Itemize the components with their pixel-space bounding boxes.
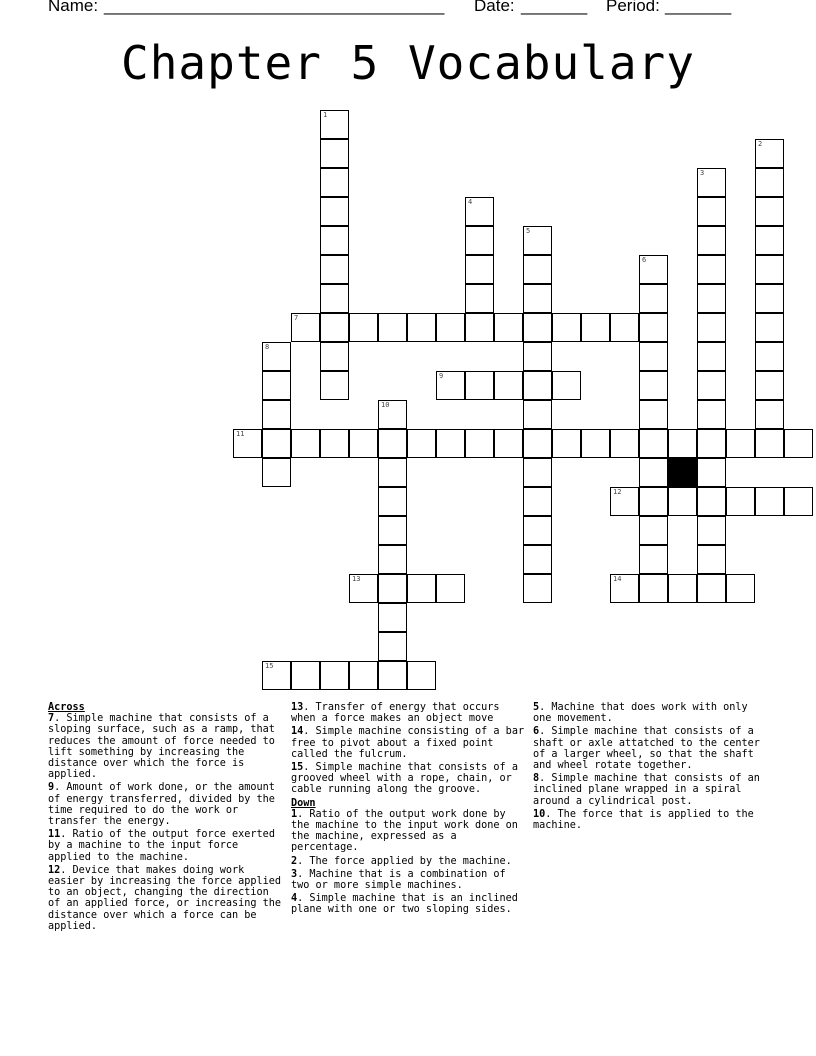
grid-cell[interactable] xyxy=(465,255,494,284)
grid-cell[interactable] xyxy=(639,516,668,545)
down-clue xyxy=(533,773,765,807)
clue-text: . Ratio of the output work done by the machine to the input work done on the machine, expressed as a percentage. xyxy=(291,808,518,854)
grid-cell[interactable] xyxy=(262,429,291,458)
grid-cell[interactable] xyxy=(465,226,494,255)
grid-cell[interactable] xyxy=(639,342,668,371)
clue-number-label: 2 xyxy=(291,855,298,867)
grid-cell[interactable] xyxy=(320,110,349,139)
down-clue xyxy=(533,726,765,771)
grid-cell[interactable] xyxy=(697,487,726,516)
across-clue xyxy=(291,702,527,724)
grid-cell[interactable] xyxy=(697,284,726,313)
grid-cell[interactable] xyxy=(668,574,697,603)
grid-cell[interactable] xyxy=(697,255,726,284)
grid-cell[interactable] xyxy=(523,400,552,429)
grid-cell[interactable] xyxy=(320,661,349,690)
clue-text: . Simple machine that consists of an inclined plane wrapped in a spiral around a cylindrical post. xyxy=(533,773,760,807)
grid-cell[interactable] xyxy=(784,429,813,458)
grid-cell[interactable] xyxy=(320,168,349,197)
grid-cell[interactable] xyxy=(407,313,436,342)
grid-cell[interactable] xyxy=(494,371,523,400)
clue-text: . Ratio of the output force exerted by a machine to the input force applied to the machine. xyxy=(48,829,275,863)
name-label: Name: xyxy=(48,0,99,15)
clue-text: . Machine that does work with only one movement. xyxy=(533,702,748,725)
clue-number-label: 6 xyxy=(533,726,540,738)
grid-cell[interactable] xyxy=(407,429,436,458)
grid-cell[interactable] xyxy=(697,342,726,371)
grid-cell[interactable] xyxy=(523,313,552,342)
grid-cell[interactable] xyxy=(755,400,784,429)
grid-cell[interactable] xyxy=(755,371,784,400)
grid-cell[interactable] xyxy=(639,255,668,284)
clue-column-1 xyxy=(48,702,284,934)
grid-cell[interactable] xyxy=(755,168,784,197)
grid-cell[interactable] xyxy=(465,313,494,342)
down-clue xyxy=(291,869,527,891)
grid-cell[interactable] xyxy=(610,574,639,603)
clue-number-label: 10 xyxy=(533,808,546,820)
grid-cell[interactable] xyxy=(378,661,407,690)
clue-number-label: 14 xyxy=(291,726,304,738)
grid-cell[interactable] xyxy=(523,574,552,603)
grid-cell[interactable] xyxy=(755,429,784,458)
clue-number: 9 xyxy=(439,372,444,380)
grid-cell[interactable] xyxy=(639,574,668,603)
grid-cell[interactable] xyxy=(784,487,813,516)
grid-cell[interactable] xyxy=(407,574,436,603)
grid-cell[interactable] xyxy=(697,197,726,226)
across-heading: Across xyxy=(48,702,85,713)
clue-text: . Simple machine that consists of a grooved wheel with a rope, chain, or cable running along the groove. xyxy=(291,762,518,796)
grid-cell[interactable] xyxy=(639,458,668,487)
grid-cell[interactable] xyxy=(523,429,552,458)
date-field[interactable]: _______ xyxy=(521,0,588,15)
grid-cell[interactable] xyxy=(320,313,349,342)
grid-cell[interactable] xyxy=(465,284,494,313)
grid-cell[interactable] xyxy=(378,632,407,661)
grid-cell[interactable] xyxy=(726,487,755,516)
grid-cell[interactable] xyxy=(610,429,639,458)
clue-number: 14 xyxy=(613,575,622,583)
grid-cell[interactable] xyxy=(697,429,726,458)
clue-number-label: 11 xyxy=(48,829,61,841)
clue-number: 5 xyxy=(526,227,531,235)
grid-cell[interactable] xyxy=(523,487,552,516)
down-heading: Down xyxy=(291,797,316,809)
grid-cell[interactable] xyxy=(697,516,726,545)
grid-cell[interactable] xyxy=(349,313,378,342)
clue-number-label: 8 xyxy=(533,773,540,785)
grid-cell[interactable] xyxy=(523,284,552,313)
name-field[interactable]: ____________________________________ xyxy=(104,0,445,15)
grid-cell[interactable] xyxy=(436,371,465,400)
grid-cell[interactable] xyxy=(436,429,465,458)
clue-number-label: 3 xyxy=(291,868,298,880)
page-title: Chapter 5 Vocabulary xyxy=(121,36,695,90)
clue-column-2 xyxy=(291,702,527,918)
grid-cell[interactable] xyxy=(755,313,784,342)
clue-text: . Device that makes doing work easier by increasing the force applied to an object, changing the direction of an applied force, or increasing the distance over which a force can be applied. xyxy=(48,864,282,932)
clue-number-label: 12 xyxy=(48,864,61,876)
clue-text: . Simple machine that consists of a shaft or axle attatched to the center of a larger wheel, so that the shaft and wheel rotate together. xyxy=(533,726,760,772)
grid-cell[interactable] xyxy=(755,487,784,516)
grid-cell[interactable] xyxy=(610,313,639,342)
grid-cell[interactable] xyxy=(755,342,784,371)
grid-cell[interactable] xyxy=(697,226,726,255)
grid-cell[interactable] xyxy=(668,429,697,458)
grid-cell[interactable] xyxy=(523,255,552,284)
down-clue xyxy=(291,809,527,854)
grid-cell[interactable] xyxy=(755,226,784,255)
clue-number: 8 xyxy=(265,343,270,351)
grid-cell[interactable] xyxy=(581,313,610,342)
clue-number: 6 xyxy=(642,256,647,264)
grid-cell[interactable] xyxy=(639,487,668,516)
clue-number: 10 xyxy=(381,401,390,409)
grid-cell[interactable] xyxy=(262,371,291,400)
grid-cell[interactable] xyxy=(262,661,291,690)
grid-cell[interactable] xyxy=(639,284,668,313)
grid-cell[interactable] xyxy=(523,342,552,371)
grid-cell[interactable] xyxy=(523,516,552,545)
clue-column-3 xyxy=(533,702,765,833)
grid-cell[interactable] xyxy=(378,603,407,632)
grid-cell[interactable] xyxy=(436,574,465,603)
grid-cell[interactable] xyxy=(639,400,668,429)
grid-cell[interactable] xyxy=(291,429,320,458)
grid-cell[interactable] xyxy=(378,487,407,516)
grid-cell[interactable] xyxy=(697,168,726,197)
black-cell xyxy=(668,458,697,487)
grid-cell[interactable] xyxy=(697,574,726,603)
across-clue xyxy=(48,782,284,827)
grid-cell[interactable] xyxy=(262,342,291,371)
grid-cell[interactable] xyxy=(494,429,523,458)
clue-number: 3 xyxy=(700,169,705,177)
grid-cell[interactable] xyxy=(320,342,349,371)
across-clue xyxy=(291,726,527,760)
clue-text: . Amount of work done, or the amount of energy transferred, divided by the time required to do the work or transfer the energy. xyxy=(48,782,275,828)
clue-number-label: 15 xyxy=(291,762,304,774)
grid-cell[interactable] xyxy=(349,429,378,458)
student-info-header xyxy=(48,0,748,20)
clue-text: . Simple machine that is an inclined plane with one or two sloping sides. xyxy=(291,893,518,916)
clue-text: . The force applied by the machine. xyxy=(297,855,512,867)
clue-number-label: 9 xyxy=(48,782,55,794)
clue-text: . Simple machine consisting of a bar free to pivot about a fixed point called the fulcrum. xyxy=(291,726,525,760)
grid-cell[interactable] xyxy=(610,487,639,516)
grid-cell[interactable] xyxy=(639,371,668,400)
clue-number: 1 xyxy=(323,111,328,119)
grid-cell[interactable] xyxy=(465,371,494,400)
grid-cell[interactable] xyxy=(697,313,726,342)
grid-cell[interactable] xyxy=(755,197,784,226)
grid-cell[interactable] xyxy=(320,371,349,400)
clue-number-label: 5 xyxy=(533,702,540,713)
clue-number: 13 xyxy=(352,575,361,583)
grid-cell[interactable] xyxy=(349,574,378,603)
clue-text: . Machine that is a combination of two or more simple machines. xyxy=(291,868,506,892)
grid-cell[interactable] xyxy=(233,429,262,458)
grid-cell[interactable] xyxy=(407,661,436,690)
across-clue xyxy=(48,865,284,932)
grid-cell[interactable] xyxy=(320,226,349,255)
grid-cell[interactable] xyxy=(697,545,726,574)
across-clue xyxy=(48,829,284,863)
grid-cell[interactable] xyxy=(378,429,407,458)
grid-cell[interactable] xyxy=(465,197,494,226)
grid-cell[interactable] xyxy=(755,139,784,168)
grid-cell[interactable] xyxy=(262,400,291,429)
down-clue xyxy=(533,809,765,831)
clue-number-label: 4 xyxy=(291,893,298,905)
grid-cell[interactable] xyxy=(639,429,668,458)
grid-cell[interactable] xyxy=(697,400,726,429)
clue-number: 11 xyxy=(236,430,245,438)
clue-number: 7 xyxy=(294,314,299,322)
grid-cell[interactable] xyxy=(465,429,494,458)
grid-cell[interactable] xyxy=(378,516,407,545)
grid-cell[interactable] xyxy=(378,545,407,574)
grid-cell[interactable] xyxy=(523,545,552,574)
grid-cell[interactable] xyxy=(726,429,755,458)
grid-cell[interactable] xyxy=(726,574,755,603)
across-clue xyxy=(48,713,284,780)
grid-cell[interactable] xyxy=(494,313,523,342)
clue-number-label: 1 xyxy=(291,808,298,820)
down-clue xyxy=(291,893,527,915)
grid-cell[interactable] xyxy=(523,226,552,255)
grid-cell[interactable] xyxy=(320,139,349,168)
grid-cell[interactable] xyxy=(291,661,320,690)
grid-cell[interactable] xyxy=(755,284,784,313)
grid-cell[interactable] xyxy=(378,458,407,487)
across-clue xyxy=(291,762,527,796)
clue-number: 4 xyxy=(468,198,473,206)
grid-cell[interactable] xyxy=(552,313,581,342)
period-label: Period: xyxy=(606,0,660,15)
grid-cell[interactable] xyxy=(291,313,320,342)
grid-cell[interactable] xyxy=(436,313,465,342)
clue-number-label: 13 xyxy=(291,702,304,713)
date-label: Date: xyxy=(474,0,515,15)
grid-cell[interactable] xyxy=(320,197,349,226)
grid-cell[interactable] xyxy=(349,661,378,690)
grid-cell[interactable] xyxy=(552,429,581,458)
grid-cell[interactable] xyxy=(320,284,349,313)
grid-cell[interactable] xyxy=(378,574,407,603)
grid-cell[interactable] xyxy=(320,429,349,458)
grid-cell[interactable] xyxy=(523,371,552,400)
grid-cell[interactable] xyxy=(697,371,726,400)
grid-cell[interactable] xyxy=(755,255,784,284)
grid-cell[interactable] xyxy=(378,313,407,342)
grid-cell[interactable] xyxy=(581,429,610,458)
clue-text: . Transfer of energy that occurs when a force makes an object move xyxy=(291,702,500,725)
grid-cell[interactable] xyxy=(378,400,407,429)
clue-number: 2 xyxy=(758,140,763,148)
clue-number: 12 xyxy=(613,488,622,496)
grid-cell[interactable] xyxy=(552,371,581,400)
period-field[interactable]: _______ xyxy=(665,0,732,15)
grid-cell[interactable] xyxy=(320,255,349,284)
grid-cell[interactable] xyxy=(668,487,697,516)
grid-cell[interactable] xyxy=(697,458,726,487)
down-clue xyxy=(533,702,765,724)
clue-number-label: 7 xyxy=(48,713,55,725)
grid-cell[interactable] xyxy=(639,545,668,574)
clue-text: . The force that is applied to the machine. xyxy=(533,808,754,832)
down-clue xyxy=(291,856,527,867)
clue-text: . Simple machine that consists of a sloping surface, such as a ramp, that reduces the amount of force needed to lift something by increasing the distance over which the force is applied. xyxy=(48,713,275,781)
grid-cell[interactable] xyxy=(523,458,552,487)
grid-cell[interactable] xyxy=(639,313,668,342)
clue-number: 15 xyxy=(265,662,274,670)
grid-cell[interactable] xyxy=(262,458,291,487)
